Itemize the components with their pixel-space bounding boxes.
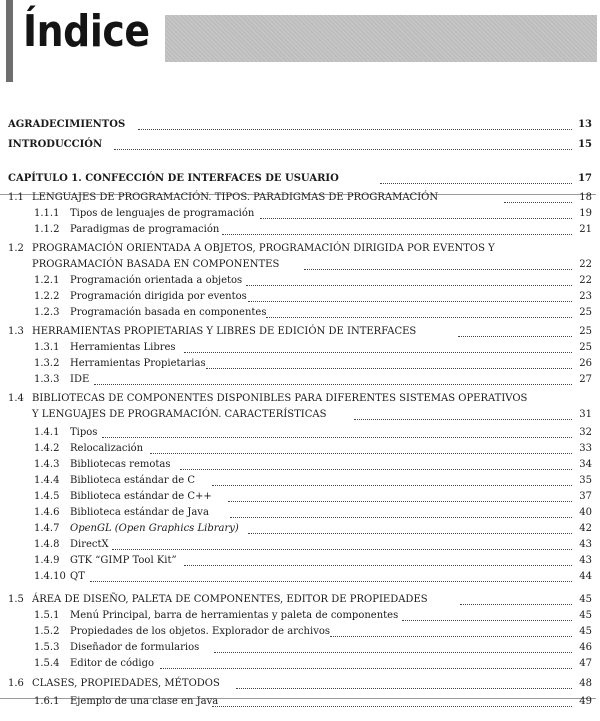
toc-entry-page: 33	[579, 443, 592, 454]
toc-dot-leader	[460, 603, 572, 605]
toc-entry-page: 40	[579, 507, 592, 518]
toc-dot-leader	[138, 128, 572, 130]
toc-entry-page: 37	[579, 491, 592, 502]
toc-entry-page: 48	[579, 678, 592, 689]
toc-entry[interactable]	[0, 257, 600, 273]
toc-entry-title: QT	[70, 571, 85, 582]
toc-entry-page: 43	[579, 539, 592, 550]
toc-entry[interactable]	[0, 241, 600, 257]
toc-entry-number: 1.2.3	[34, 307, 60, 318]
toc-entry-number: 1.4.9	[34, 555, 60, 566]
toc-entry[interactable]	[0, 537, 600, 553]
toc-dot-leader	[102, 436, 572, 438]
toc-entry-title: OpenGL (Open Graphics Library)	[70, 523, 239, 534]
toc-entry[interactable]	[0, 171, 600, 187]
toc-dot-leader	[504, 201, 572, 203]
toc-entry[interactable]	[0, 137, 600, 153]
toc-entry-title: Paradigmas de programación	[70, 224, 220, 235]
toc-entry[interactable]	[0, 592, 600, 608]
toc-entry[interactable]	[0, 305, 600, 321]
toc-entry-title: PROGRAMACIÓN BASADA EN COMPONENTES	[32, 259, 280, 270]
toc-dot-leader	[380, 182, 572, 184]
toc-entry-number: 1.3.2	[34, 358, 60, 369]
toc-entry-number: 1.5	[8, 594, 24, 605]
toc-dot-leader	[354, 418, 572, 420]
toc-entry-page: 46	[579, 642, 592, 653]
toc-entry[interactable]	[0, 457, 600, 473]
toc-entry-page: 45	[579, 610, 592, 621]
toc-entry-page: 17	[578, 173, 592, 184]
toc-entry[interactable]	[0, 289, 600, 305]
toc-entry-number: 1.4.3	[34, 459, 60, 470]
toc-dot-leader	[230, 516, 572, 518]
toc-entry-title: Biblioteca estándar de C	[70, 475, 195, 486]
toc-entry-title: CAPÍTULO 1. CONFECCIÓN DE INTERFACES DE USUARIO	[8, 173, 339, 184]
toc-entry-title: DirectX	[70, 539, 109, 550]
toc-entry-number: 1.5.3	[34, 642, 60, 653]
toc-entry-page: 25	[579, 326, 592, 337]
toc-dot-leader	[222, 233, 572, 235]
toc-entry[interactable]	[0, 356, 600, 372]
toc-entry-title: Biblioteca estándar de Java	[70, 507, 209, 518]
toc-dot-leader	[228, 500, 572, 502]
toc-entry-page: 44	[579, 571, 592, 582]
toc-dot-leader	[246, 284, 572, 286]
toc-entry-page: 19	[579, 208, 592, 219]
toc-entry[interactable]	[0, 505, 600, 521]
toc-entry[interactable]	[0, 222, 600, 238]
toc-entry-number: 1.4.7	[34, 523, 60, 534]
toc-entry-title: INTRODUCCIÓN	[8, 139, 103, 150]
toc-dot-leader	[150, 452, 572, 454]
title-accent-bar	[6, 0, 13, 82]
toc-entry-number: 1.1	[8, 192, 24, 203]
toc-dot-leader	[114, 148, 572, 150]
toc-entry-page: 31	[579, 409, 592, 420]
toc-entry-number: 1.4	[8, 393, 24, 404]
toc-dot-leader	[184, 351, 572, 353]
toc-entry[interactable]	[0, 656, 600, 672]
toc-entry-number: 1.4.4	[34, 475, 60, 486]
toc-entry-page: 15	[578, 139, 592, 150]
toc-entry[interactable]	[0, 608, 600, 624]
toc-entry-number: 1.5.2	[34, 626, 60, 637]
toc-entry-page: 22	[579, 275, 592, 286]
page-header	[0, 0, 600, 84]
toc-entry-page: 25	[579, 342, 592, 353]
toc-dot-leader	[214, 651, 572, 653]
toc-dot-leader	[248, 532, 572, 534]
title-band-decoration	[165, 15, 597, 62]
toc-entry-page: 35	[579, 475, 592, 486]
toc-entry[interactable]	[0, 391, 600, 407]
toc-dot-leader	[112, 548, 572, 550]
toc-entry-page: 47	[579, 658, 592, 669]
toc-entry[interactable]	[0, 694, 600, 710]
toc-entry-page: 34	[579, 459, 592, 470]
toc-entry-title: Editor de código	[70, 658, 155, 669]
toc-entry-number: 1.2.1	[34, 275, 60, 286]
toc-entry-title: Relocalización	[70, 443, 144, 454]
toc-dot-leader	[260, 217, 572, 219]
toc-dot-leader	[184, 564, 572, 566]
toc-entry-page: 18	[579, 192, 592, 203]
toc-entry-page: 43	[579, 555, 592, 566]
toc-entry-title: CLASES, PROPIEDADES, MÉTODOS	[32, 678, 220, 689]
toc-entry-number: 1.3	[8, 326, 24, 337]
toc-dot-leader	[330, 635, 572, 637]
toc-entry-title: Ejemplo de una clase en Java	[70, 696, 219, 707]
toc-entry-title: LENGUAJES DE PROGRAMACIÓN. TIPOS. PARADIGMAS DE PROGRAMACIÓN	[32, 192, 439, 203]
toc-entry-title: Y LENGUAJES DE PROGRAMACIÓN. CARACTERÍSTICAS	[32, 409, 327, 420]
toc-entry[interactable]	[0, 624, 600, 640]
toc-entry-title: Herramientas Propietarias	[70, 358, 206, 369]
toc-entry[interactable]	[0, 206, 600, 222]
toc-dot-leader	[212, 705, 572, 707]
toc-entry[interactable]	[0, 441, 600, 457]
toc-dot-leader	[402, 619, 572, 621]
toc-dot-leader	[180, 468, 572, 470]
toc-entry[interactable]	[0, 553, 600, 569]
toc-dot-leader	[458, 335, 572, 337]
toc-entry-page: 13	[578, 119, 592, 130]
toc-entry[interactable]	[0, 324, 600, 340]
toc-entry-title: GTK “GIMP Tool Kit”	[70, 555, 177, 566]
toc-entry[interactable]	[0, 117, 600, 133]
toc-entry[interactable]	[0, 425, 600, 441]
toc-entry-page: 21	[579, 224, 592, 235]
toc-entry[interactable]	[0, 407, 600, 423]
toc-entry-number: 1.2.2	[34, 291, 60, 302]
toc-entry-title: Tipos	[70, 427, 98, 438]
toc-entry[interactable]	[0, 676, 600, 692]
toc-entry-page: 32	[579, 427, 592, 438]
toc-entry-page: 42	[579, 523, 592, 534]
toc-entry-number: 1.1.2	[34, 224, 60, 235]
toc-entry-number: 1.4.5	[34, 491, 60, 502]
toc-entry-number: 1.6	[8, 678, 24, 689]
toc-dot-leader	[160, 667, 572, 669]
toc-entry-title: Bibliotecas remotas	[70, 459, 171, 470]
toc-entry[interactable]	[0, 372, 600, 388]
toc-entry[interactable]	[0, 340, 600, 356]
toc-dot-leader	[212, 484, 572, 486]
toc-entry-number: 1.4.1	[34, 427, 60, 438]
toc-dot-leader	[248, 300, 572, 302]
toc-entry-title: IDE	[70, 374, 90, 385]
toc-entry-title: Herramientas Libres	[70, 342, 176, 353]
toc-entry-title: Programación basada en componentes	[70, 307, 267, 318]
toc-entry[interactable]	[0, 640, 600, 656]
toc-entry-title: Propiedades de los objetos. Explorador de archivos	[70, 626, 330, 637]
toc-dot-leader	[90, 580, 572, 582]
toc-entry-title: BIBLIOTECAS DE COMPONENTES DISPONIBLES PARA DIFERENTES SISTEMAS OPERATIVOS	[32, 393, 528, 404]
toc-dot-leader	[94, 383, 572, 385]
toc-entry-title: AGRADECIMIENTOS	[8, 119, 126, 130]
toc-entry-title: Tipos de lenguajes de programación	[70, 208, 255, 219]
toc-entry-title: Biblioteca estándar de C++	[70, 491, 212, 502]
toc-entry-page: 27	[579, 374, 592, 385]
toc-entry-title: Menú Principal, barra de herramientas y paleta de componentes	[70, 610, 399, 621]
toc-entry-title: HERRAMIENTAS PROPIETARIAS Y LIBRES DE EDICIÓN DE INTERFACES	[32, 326, 417, 337]
toc-entry[interactable]	[0, 273, 600, 289]
toc-entry-page: 26	[579, 358, 592, 369]
page-title: Índice	[23, 6, 150, 57]
toc-entry[interactable]	[0, 569, 600, 585]
toc-entry-page: 45	[579, 594, 592, 605]
toc-entry-title: Diseñador de formularios	[70, 642, 200, 653]
toc-entry-number: 1.4.10	[34, 571, 66, 582]
toc-entry-title: Programación dirigida por eventos	[70, 291, 247, 302]
toc-entry-number: 1.3.1	[34, 342, 60, 353]
toc-entry[interactable]	[0, 489, 600, 505]
toc-entry-number: 1.3.3	[34, 374, 60, 385]
toc-entry-page: 23	[579, 291, 592, 302]
toc-entry-title: Programación orientada a objetos	[70, 275, 243, 286]
toc-entry-number: 1.4.6	[34, 507, 60, 518]
toc-entry-number: 1.6.1	[34, 696, 60, 707]
toc-dot-leader	[266, 316, 572, 318]
toc-entry-number: 1.5.1	[34, 610, 60, 621]
toc-entry[interactable]	[0, 473, 600, 489]
toc-entry-page: 25	[579, 307, 592, 318]
toc-entry[interactable]	[0, 190, 600, 206]
toc-entry-number: 1.4.8	[34, 539, 60, 550]
toc-entry-page: 45	[579, 626, 592, 637]
toc-entry-number: 1.4.2	[34, 443, 60, 454]
toc-dot-leader	[304, 268, 572, 270]
toc-entry-title: PROGRAMACIÓN ORIENTADA A OBJETOS, PROGRAMACIÓN DIRIGIDA POR EVENTOS Y	[32, 243, 495, 254]
toc-entry-number: 1.2	[8, 243, 24, 254]
toc-entry-page: 49	[579, 696, 592, 707]
toc-dot-leader	[236, 687, 572, 689]
toc-dot-leader	[206, 367, 572, 369]
toc-entry-number: 1.1.1	[34, 208, 60, 219]
toc-entry-number: 1.5.4	[34, 658, 60, 669]
toc-entry-page: 22	[579, 259, 592, 270]
toc-entry[interactable]	[0, 521, 600, 537]
toc-entry-title: ÁREA DE DISEÑO, PALETA DE COMPONENTES, EDITOR DE PROPIEDADES	[32, 594, 428, 605]
